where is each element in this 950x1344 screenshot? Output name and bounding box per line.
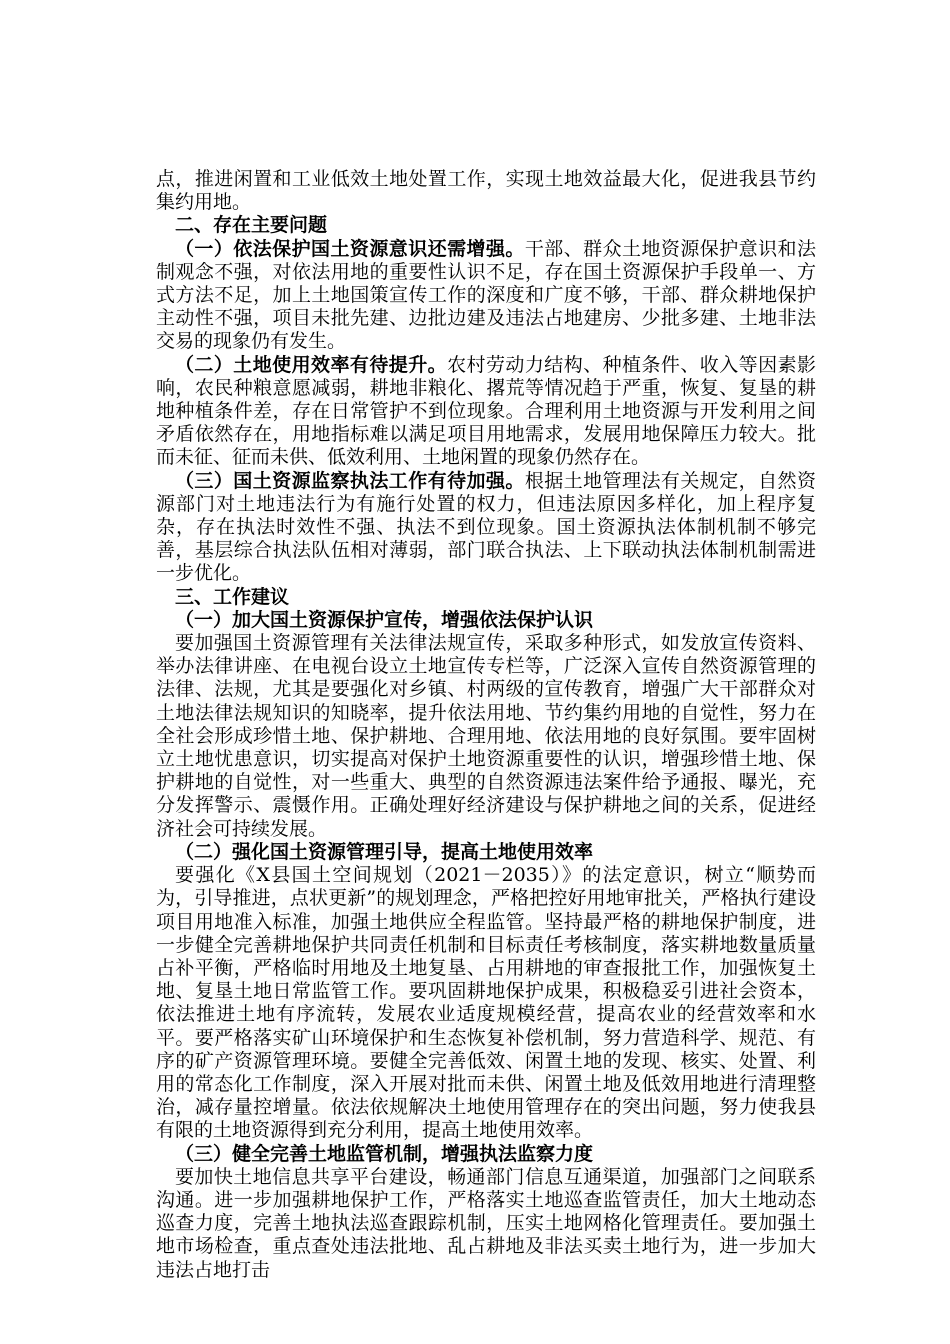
- suggestion-2-body: 要强化《X县国土空间规划（2021－2035）》的法定意识，树立“顺势而为，引导推进，点状更新”的规划理念，严格把控好用地审批关，严格执行建设项目用地准入标准，加强土地供应全程监管。坚持最严格的耕地保护制度，进一步健全完善耕地保护共同责任机制和目标责任考核制度，落实耕地数量质量占补平衡，严格临时用地及土地复垦、占用耕地的审查报批工作，加强恢复土地、复垦土地日常监管工作。要巩固耕地保护成果，积极稳妥引进社会资本，依法推进土地有序流转，发展农业适度规模经营，提高农业的经营效率和水平。要严格落实矿山环境保护和生态恢复补偿机制，努力营造科学、规范、有序的矿产资源管理环境。要健全完善低效、闲置土地的发现、核实、处置、利用的常态化工作制度，深入开展对批而未供、闲置土地及低效用地进行清理整治，减存量控增量。依法依规解决土地使用管理存在的突出问题，努力使我县有限的土地资源得到充分利用，提高土地使用效率。: [156, 864, 816, 1142]
- section-3-heading: 三、工作建议: [175, 585, 290, 608]
- intro-tail-paragraph: 点，推进闲置和工业低效土地处置工作，实现土地效益最大化，促进我县节约集约用地。: [156, 168, 816, 214]
- suggestion-1-title: （一）加大国土资源保护宣传，增强依法保护认识: [175, 608, 594, 631]
- issue-1-lead: （一）依法保护国土资源意识还需增强。: [175, 237, 525, 260]
- section-2-heading: 二、存在主要问题: [175, 214, 328, 237]
- document-page: [156, 168, 816, 1282]
- suggestion-3-title: （三）健全完善土地监管机制，增强执法监察力度: [175, 1142, 594, 1165]
- issue-3-text: 根据土地管理法有关规定，自然资源部门对土地违法行为有施行处置的权力，但违法原因多样化，加上程序复杂，存在执法时效性不强、执法不到位现象。国土资源执法体制机制不够完善，基层综合执法队伍相对薄弱，部门联合执法、上下联动执法体制机制需进一步优化。: [156, 469, 816, 585]
- issue-3-paragraph: [156, 470, 816, 586]
- suggestion-2-title: （二）强化国土资源管理引导，提高土地使用效率: [175, 840, 594, 863]
- issue-2-lead: （二）土地使用效率有待提升。: [175, 353, 448, 376]
- issue-1-paragraph: [156, 238, 816, 354]
- issue-2-text: 农村劳动力结构、种植条件、收入等因素影响，农民种粮意愿减弱，耕地非粮化、撂荒等情况趋于严重，恢复、复垦的耕地种植条件差，存在日常管护不到位现象。合理利用土地资源与开发利用之间矛盾依然存在，用地指标难以满足项目用地需求，发展用地保障压力较大。批而未征、征而未供、低效利用、土地闲置的现象仍然存在。: [156, 353, 816, 469]
- issue-3-lead: （三）国土资源监察执法工作有待加强。: [175, 469, 525, 492]
- suggestion-1-body: 要加强国土资源管理有关法律法规宣传，采取多种形式，如发放宣传资料、举办法律讲座、在电视台设立土地宣传专栏等，广泛深入宣传自然资源管理的法律、法规，尤其是要强化对乡镇、村两级的宣传教育，增强广大干部群众对土地法律法规知识的知晓率，提升依法用地、节约集约用地的自觉性，努力在全社会形成珍惜土地、保护耕地、合理用地、依法用地的良好氛围。要牢固树立土地忧患意识，切实提高对保护土地资源重要性的认识，增强珍惜土地、保护耕地的自觉性，对一些重大、典型的自然资源违法案件给予通报、曝光，充分发挥警示、震慑作用。正确处理好经济建设与保护耕地之间的关系，促进经济社会可持续发展。: [156, 632, 816, 840]
- issue-1-text: 干部、群众土地资源保护意识和法制观念不强，对依法用地的重要性认识不足，存在国土资源保护手段单一、方式方法不足，加上土地国策宣传工作的深度和广度不够，干部、群众耕地保护主动性不强，项目未批先建、边批边建及违法占地建房、少批多建、土地非法交易的现象仍有发生。: [156, 237, 816, 353]
- issue-2-paragraph: [156, 354, 816, 470]
- suggestion-3-body: 要加快土地信息共享平台建设，畅通部门信息互通渠道，加强部门之间联系沟通。进一步加强耕地保护工作，严格落实土地巡查监管责任，加大土地动态巡查力度，完善土地执法巡查跟踪机制，压实土地网格化管理责任。要加强土地市场检查，重点查处违法批地、乱占耕地及非法买卖土地行为，进一步加大违法占地打击: [156, 1165, 816, 1281]
